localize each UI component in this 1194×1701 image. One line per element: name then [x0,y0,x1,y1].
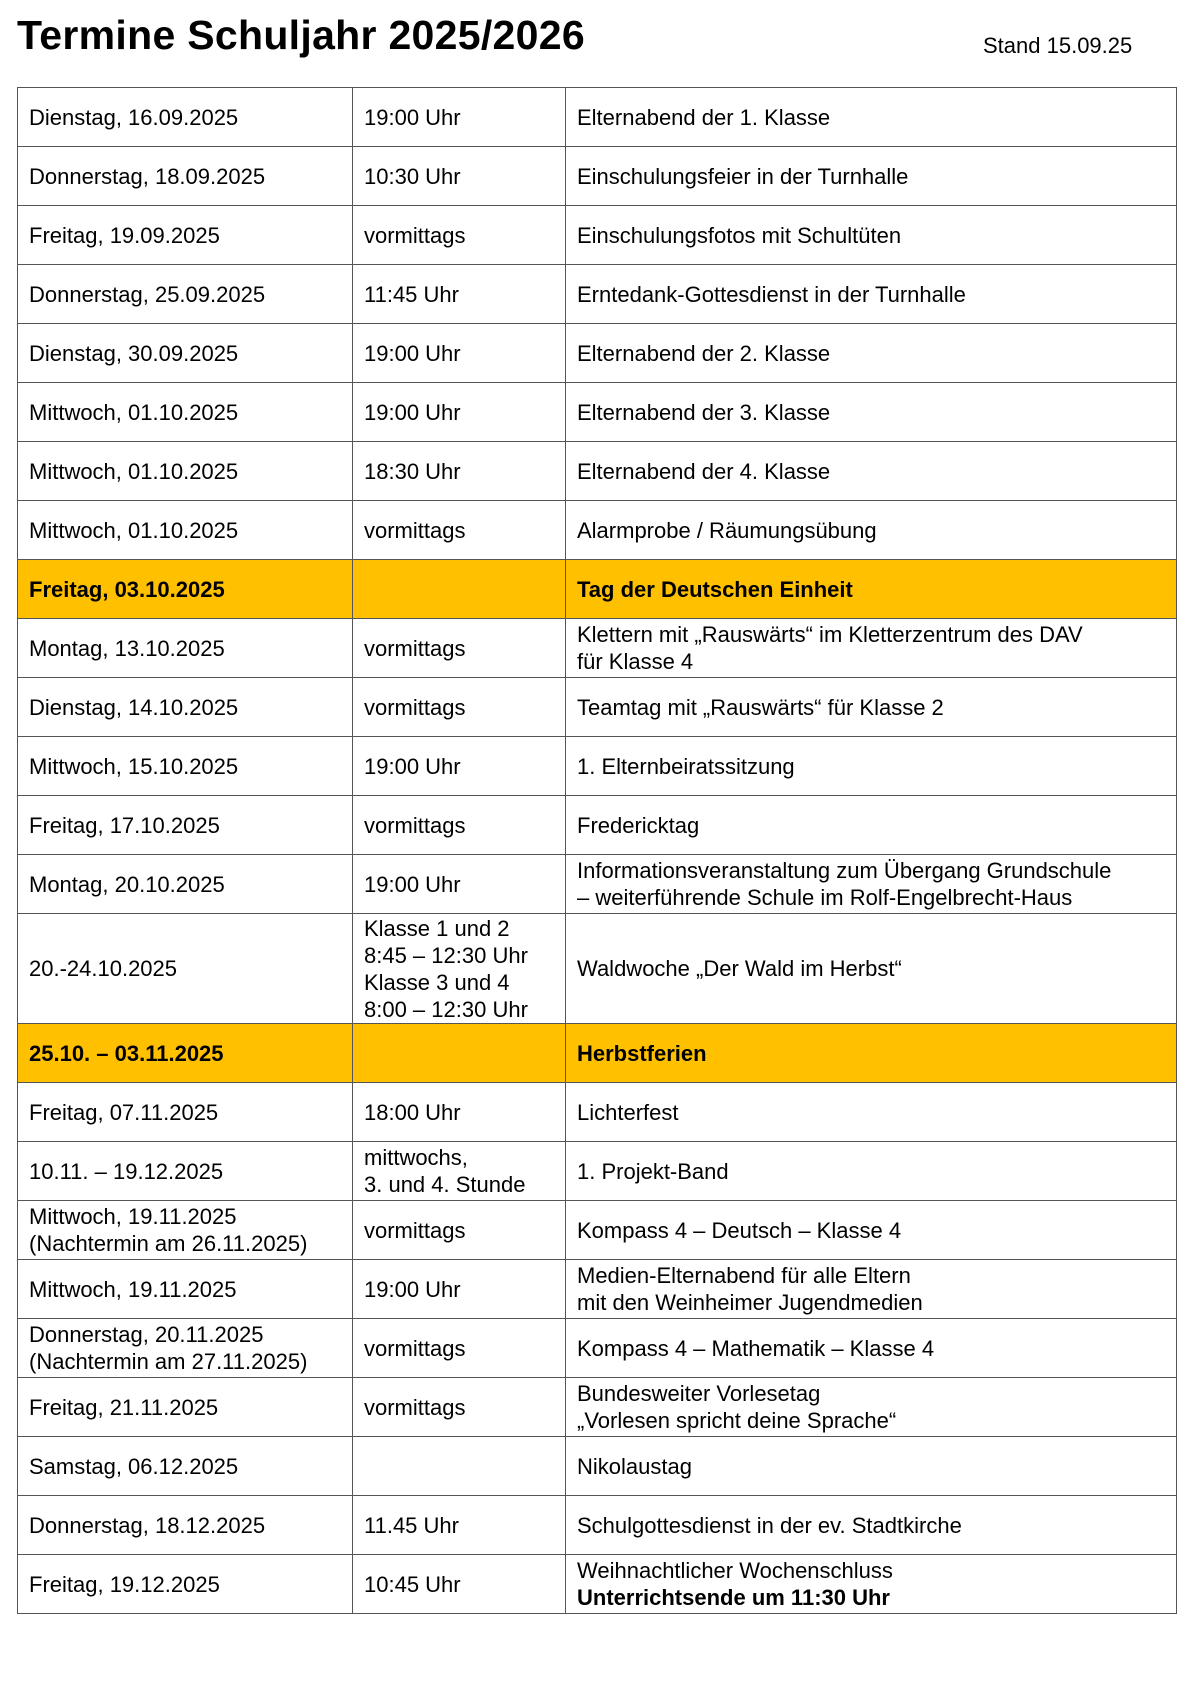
date-cell-text: Dienstag, 14.10.2025 [29,694,239,720]
date-cell-text: Montag, 13.10.2025 [29,635,225,661]
table-row [18,442,1177,501]
table-row [18,1142,1177,1201]
date-cell [18,855,353,914]
time-cell-text: 18:00 Uhr [364,1099,461,1125]
date-cell [18,1555,353,1614]
time-cell-text: 19:00 Uhr [364,399,461,425]
date-cell-text: Montag, 20.10.2025 [29,871,225,897]
time-cell [353,147,566,206]
time-cell-text: mittwochs, [364,1145,468,1170]
table-row [18,1083,1177,1142]
time-cell [353,265,566,324]
date-cell-text: Dienstag, 30.09.2025 [29,340,239,366]
page-title: Termine Schuljahr 2025/2026 [17,12,585,58]
time-cell-text: 19:00 Uhr [364,871,461,897]
event-cell [566,1378,1177,1437]
table-row [18,737,1177,796]
time-cell-text: vormittags [364,517,466,543]
table-row [18,88,1177,147]
event-cell-text: Schulgottesdienst in der ev. Stadtkirche [577,1512,962,1538]
date-cell-text: (Nachtermin am 27.11.2025) [29,1349,308,1374]
table-row [18,796,1177,855]
table-row [18,1319,1177,1378]
event-cell-text: Elternabend der 4. Klasse [577,458,831,484]
event-cell-text: Elternabend der 2. Klasse [577,340,831,366]
event-cell-text: 1. Elternbeiratssitzung [577,753,795,779]
time-cell-text: vormittags [364,1335,466,1361]
date-cell-text: Mittwoch, 01.10.2025 [29,517,239,543]
stand-date: Stand 15.09.25 [983,33,1133,58]
table-row [18,265,1177,324]
date-cell [18,206,353,265]
table-row [18,147,1177,206]
event-cell [566,796,1177,855]
date-cell [18,1142,353,1201]
time-cell-text: vormittags [364,1394,466,1420]
event-cell [566,619,1177,678]
date-cell-text: 20.-24.10.2025 [29,956,178,981]
table-row [18,501,1177,560]
event-cell [566,1024,1177,1083]
time-cell-text: 19:00 Uhr [364,753,461,779]
date-cell [18,1024,353,1083]
table-row-holiday [18,560,1177,619]
date-cell-text: Freitag, 17.10.2025 [29,812,220,838]
date-cell [18,1260,353,1319]
time-cell [353,678,566,737]
event-cell [566,147,1177,206]
time-cell [353,501,566,560]
time-cell-text: 18:30 Uhr [364,458,461,484]
time-cell [353,914,566,1024]
table-row [18,914,1177,1024]
event-cell [566,1437,1177,1496]
date-cell-text: Mittwoch, 01.10.2025 [29,399,239,425]
event-cell [566,1555,1177,1614]
date-cell [18,1083,353,1142]
table-row [18,855,1177,914]
table-row [18,1201,1177,1260]
table-row [18,1437,1177,1496]
date-cell-text: 25.10. – 03.11.2025 [29,1040,224,1066]
event-cell-text: – weiterführende Schule im Rolf-Engelbrecht-Haus [577,885,1073,910]
event-cell-text: Tag der Deutschen Einheit [577,576,853,602]
event-cell-text: für Klasse 4 [577,649,694,674]
time-cell-text: 11.45 Uhr [364,1512,459,1538]
event-cell [566,442,1177,501]
schedule-body [18,88,1177,1614]
table-row [18,1555,1177,1614]
time-cell-text: 19:00 Uhr [364,1276,461,1302]
event-cell [566,1083,1177,1142]
time-cell [353,1083,566,1142]
time-cell-text: Klasse 1 und 2 [364,915,510,941]
table-row [18,619,1177,678]
time-cell [353,206,566,265]
time-cell [353,855,566,914]
date-cell-text: Samstag, 06.12.2025 [29,1453,239,1479]
date-cell [18,442,353,501]
date-cell-text: Mittwoch, 01.10.2025 [29,458,239,484]
table-row [18,1260,1177,1319]
date-cell [18,619,353,678]
time-cell-text: vormittags [364,635,466,661]
event-cell-text: Medien-Elternabend für alle Eltern [577,1263,911,1288]
event-cell-text: Alarmprobe / Räumungsübung [577,517,877,543]
date-cell [18,88,353,147]
date-cell-text: Mittwoch, 19.11.2025 [29,1204,237,1229]
time-cell-text: 3. und 4. Stunde [364,1172,526,1197]
time-cell [353,324,566,383]
time-cell-text: 10:45 Uhr [364,1571,461,1597]
event-cell [566,265,1177,324]
time-cell [353,1260,566,1319]
event-cell-text: Weihnachtlicher Wochenschluss [577,1558,893,1583]
time-cell [353,1142,566,1201]
time-cell-text: Klasse 3 und 4 [364,969,510,995]
event-cell-text: 1. Projekt-Band [577,1158,729,1184]
event-cell-text: Lichterfest [577,1099,679,1125]
table-row [18,206,1177,265]
time-cell [353,88,566,147]
event-cell [566,1496,1177,1555]
event-cell [566,206,1177,265]
date-cell [18,914,353,1024]
time-cell [353,383,566,442]
event-cell-text: Klettern mit „Rauswärts“ im Kletterzentrum des DAV [577,622,1083,647]
time-cell [353,619,566,678]
table-row [18,383,1177,442]
event-cell-text: Einschulungsfotos mit Schultüten [577,222,902,248]
date-cell-text: Freitag, 19.12.2025 [29,1571,220,1597]
date-cell-text: Freitag, 21.11.2025 [29,1394,219,1420]
date-cell-text: Donnerstag, 20.11.2025 [29,1322,264,1347]
date-cell-text: Donnerstag, 18.12.2025 [29,1512,266,1538]
date-cell-text: Freitag, 07.11.2025 [29,1099,219,1125]
event-cell [566,1201,1177,1260]
event-cell-text: Elternabend der 1. Klasse [577,104,831,130]
date-cell-text: (Nachtermin am 26.11.2025) [29,1231,308,1256]
time-cell-text: 19:00 Uhr [364,104,461,130]
date-cell [18,383,353,442]
date-cell-text: Freitag, 03.10.2025 [29,576,225,602]
date-cell [18,1201,353,1260]
date-cell-text: Dienstag, 16.09.2025 [29,104,239,130]
event-cell [566,501,1177,560]
event-cell-text: Elternabend der 3. Klasse [577,399,831,425]
date-cell-text: Donnerstag, 18.09.2025 [29,163,266,189]
event-cell-text: Kompass 4 – Mathematik – Klasse 4 [577,1335,935,1361]
time-cell-text: 8:45 – 12:30 Uhr [364,942,528,968]
time-cell [353,1437,566,1496]
time-cell [353,442,566,501]
time-cell [353,1378,566,1437]
event-cell-text: Unterrichtsende um 11:30 Uhr [577,1585,890,1610]
event-cell [566,737,1177,796]
event-cell [566,1142,1177,1201]
date-cell [18,1319,353,1378]
date-cell-text: Donnerstag, 25.09.2025 [29,281,266,307]
event-cell-text: mit den Weinheimer Jugendmedien [577,1290,923,1315]
table-row [18,1378,1177,1437]
event-cell [566,383,1177,442]
event-cell-text: Bundesweiter Vorlesetag [577,1381,821,1406]
date-cell [18,796,353,855]
time-cell [353,1319,566,1378]
event-cell-text: Erntedank-Gottesdienst in der Turnhalle [577,281,966,307]
event-cell-text: Teamtag mit „Rauswärts“ für Klasse 2 [577,694,944,720]
time-cell [353,796,566,855]
event-cell [566,914,1177,1024]
time-cell [353,560,566,619]
time-cell [353,737,566,796]
date-cell [18,678,353,737]
event-cell-text: Herbstferien [577,1040,707,1066]
table-row-holiday [18,1024,1177,1083]
schedule-table [17,87,1177,1614]
event-cell [566,678,1177,737]
date-cell-text: Freitag, 19.09.2025 [29,222,220,248]
date-cell [18,1378,353,1437]
date-cell [18,324,353,383]
date-cell [18,147,353,206]
event-cell-text: Einschulungsfeier in der Turnhalle [577,163,909,189]
date-cell [18,1437,353,1496]
time-cell-text: vormittags [364,812,466,838]
date-cell [18,501,353,560]
date-cell-text: 10.11. – 19.12.2025 [29,1158,224,1184]
table-row [18,324,1177,383]
event-cell [566,1260,1177,1319]
event-cell-text: Nikolaustag [577,1453,692,1479]
event-cell-text: „Vorlesen spricht deine Sprache“ [577,1408,897,1433]
time-cell-text: vormittags [364,222,466,248]
event-cell-text: Waldwoche „Der Wald im Herbst“ [577,956,902,981]
table-row [18,1496,1177,1555]
date-cell [18,560,353,619]
date-cell-text: Mittwoch, 19.11.2025 [29,1276,237,1302]
date-cell [18,737,353,796]
date-cell-text: Mittwoch, 15.10.2025 [29,753,239,779]
time-cell-text: vormittags [364,694,466,720]
time-cell-text: 10:30 Uhr [364,163,461,189]
time-cell [353,1024,566,1083]
time-cell-text: vormittags [364,1217,466,1243]
event-cell [566,855,1177,914]
time-cell [353,1555,566,1614]
date-cell [18,265,353,324]
time-cell-text: 19:00 Uhr [364,340,461,366]
time-cell-text: 8:00 – 12:30 Uhr [364,996,528,1022]
event-cell-text: Informationsveranstaltung zum Übergang Grundschule [577,858,1112,883]
event-cell [566,560,1177,619]
event-cell [566,88,1177,147]
event-cell-text: Kompass 4 – Deutsch – Klasse 4 [577,1217,902,1243]
event-cell [566,1319,1177,1378]
time-cell-text: 11:45 Uhr [364,281,459,307]
time-cell [353,1496,566,1555]
table-row [18,678,1177,737]
date-cell [18,1496,353,1555]
event-cell [566,324,1177,383]
event-cell-text: Fredericktag [577,812,700,838]
time-cell [353,1201,566,1260]
